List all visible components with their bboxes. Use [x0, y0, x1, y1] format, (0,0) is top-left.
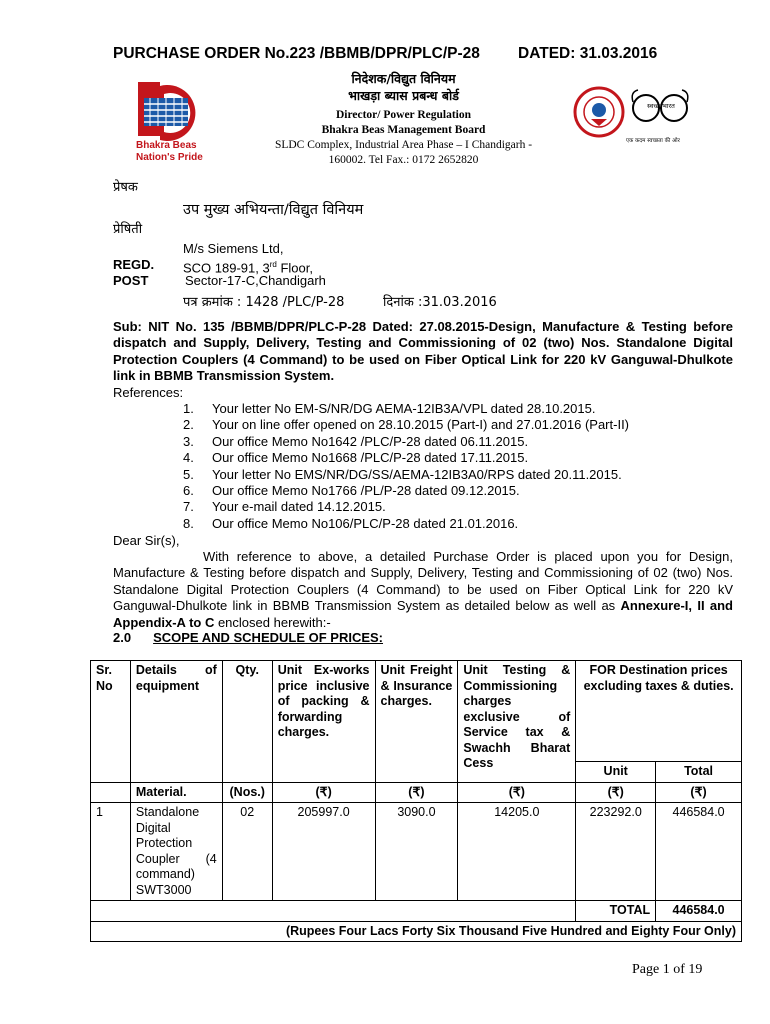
swachh-bharat-logo [626, 86, 690, 148]
header-details: Details of equipment [130, 661, 222, 783]
recipient-address-1: SCO 189-91, 3rd Floor, [183, 260, 313, 276]
org-address: SLDC Complex, Industrial Area Phase – I Chandigarh - [274, 139, 533, 151]
table-words-row [91, 921, 742, 942]
references-label: References: [113, 385, 184, 400]
amount-in-words: (Rupees Four Lacs Forty Six Thousand Five Hundred and Eighty Four Only) [91, 921, 742, 942]
service-seal-icon [573, 86, 625, 138]
list-item: 5. Your letter No EMS/NR/DG/SS/AEMA-12IB3A0/RPS dated 20.11.2015. [183, 466, 622, 482]
body-paragraph: With reference to above, a detailed Purchase Order is placed upon you for Design, Manufacture & Testing before dispatch and Supply, Delivery, Testing and Commissioning of 02 (two) Nos. Standalone Digital Protection Couplers (4 Command) to be used on Fiber Optical Link for 220 kV Ganguwal-Dhulkote link in BBMB Transmission System as detailed below as well as Annexure-I, II and Appendix-A to C enclosed herewith:- [113, 549, 733, 630]
subject: Sub: NIT No. 135 /BBMB/DPR/PLC-P-28 Dated: 27.08.2015-Design, Manufacture & Testing before dispatch and Supply, Delivery, Testing and Commissioning of 02 (two) Nos. Standalone Digital Protection Couplers (4 Command) to be used on Fiber Optical Link for 220 kV Ganguwal-Dhulkote link in BBMB Transmission System. [113, 319, 733, 384]
hindi-org: भाखड़ा ब्यास प्रबन्ध बोर्ड [348, 88, 459, 103]
row-details: Standalone Digital Protection Coupler (4 command) SWT3000 [130, 803, 222, 901]
row-freight: 3090.0 [375, 803, 458, 901]
header-sr: Sr. No [91, 661, 131, 783]
header-exworks: Unit Ex-works price inclusive of packing & forwarding charges. [272, 661, 375, 783]
units-testing: (₹) [458, 782, 576, 803]
dept-name: Director/ Power Regulation [336, 109, 471, 121]
post-label: POST [113, 273, 149, 288]
header-unit: Unit [576, 762, 656, 783]
letter-number: पत्र क्रमांक : 1428 /PLC/P-28 [183, 295, 345, 310]
sender-label: प्रेषक [113, 180, 138, 195]
list-item: 6. Our office Memo No1766 /PL/P-28 dated 09.12.2015. [183, 483, 520, 499]
table-row [91, 803, 742, 901]
table-total-row [91, 901, 742, 922]
list-item: 2. Your on line offer opened on 28.10.2015 (Part-I) and 27.01.2016 (Part-II) [183, 417, 630, 433]
units-freight: (₹) [375, 782, 458, 803]
row-qty: 02 [222, 803, 272, 901]
total-value: 446584.0 [656, 901, 742, 922]
table-units-row [91, 782, 742, 803]
letterhead [226, 70, 581, 168]
sender-designation: उप मुख्य अभियन्ता/विद्युत विनियम [183, 202, 364, 218]
row-testing: 14205.0 [458, 803, 576, 901]
recipient-name: M/s Siemens Ltd, [183, 241, 284, 256]
org-name: Bhakra Beas Management Board [321, 124, 486, 136]
row-total: 446584.0 [656, 803, 742, 901]
units-exworks: (₹) [272, 782, 375, 803]
units-total: (₹) [656, 782, 742, 803]
recipient-address-2: Sector-17-C,Chandigarh [185, 273, 326, 288]
hindi-dept: निदेशक/विद्युत विनियम [351, 71, 456, 86]
letter-date: दिनांक :31.03.2016 [383, 295, 497, 310]
list-item: 3. Our office Memo No1642 /PLC/P-28 dated 06.11.2015. [183, 433, 529, 449]
price-schedule-table [90, 660, 742, 942]
units-material: Material. [130, 782, 222, 803]
scope-heading: 2.0 SCOPE AND SCHEDULE OF PRICES: [113, 630, 384, 645]
recipient-label: प्रेषिती [113, 222, 143, 237]
row-sr: 1 [91, 803, 131, 901]
header-total: Total [656, 762, 742, 783]
units-unit: (₹) [576, 782, 656, 803]
page-number: Page 1 of 19 [632, 962, 703, 977]
row-exworks: 205997.0 [272, 803, 375, 901]
list-item: 4. Our office Memo No1668 /PLC/P-28 dated 17.11.2015. [183, 450, 529, 466]
swachh-motto: एक कदम स्वच्छता की ओर [626, 138, 680, 144]
list-item: 8. Our office Memo No106/PLC/P-28 dated 21.01.2016. [183, 515, 519, 531]
units-qty: (Nos.) [222, 782, 272, 803]
po-date: DATED: 31.03.2016 [518, 45, 658, 62]
list-item: 1. Your letter No EM-S/NR/DG AEMA-12IB3A/VPL dated 28.10.2015. [183, 401, 596, 416]
header-freight: Unit Freight & Insurance charges. [375, 661, 458, 783]
regd-label: REGD. [113, 257, 155, 272]
swachh-text: स्वच्छ भारत [647, 102, 675, 110]
title-row [113, 45, 733, 65]
header-testing: Unit Testing & Commissioning charges exclusive of Service tax & Swachh Bharat Cess [458, 661, 576, 783]
header-qty: Qty. [222, 661, 272, 783]
list-item: 7. Your e-mail dated 14.12.2015. [183, 499, 386, 515]
references-list [183, 401, 629, 532]
total-label: TOTAL [576, 901, 656, 922]
row-unit: 223292.0 [576, 803, 656, 901]
salutation: Dear Sir(s), [113, 533, 180, 548]
po-title: PURCHASE ORDER No.223 /BBMB/DPR/PLC/P-28 [113, 45, 480, 62]
table-header-row [91, 661, 742, 762]
header-for-destination: FOR Destination prices excluding taxes & duties. [576, 661, 742, 762]
logo-caption: Bhakra Beas Nation's Pride [136, 140, 203, 163]
org-address-2: 160002. Tel Fax.: 0172 2652820 [328, 154, 479, 166]
